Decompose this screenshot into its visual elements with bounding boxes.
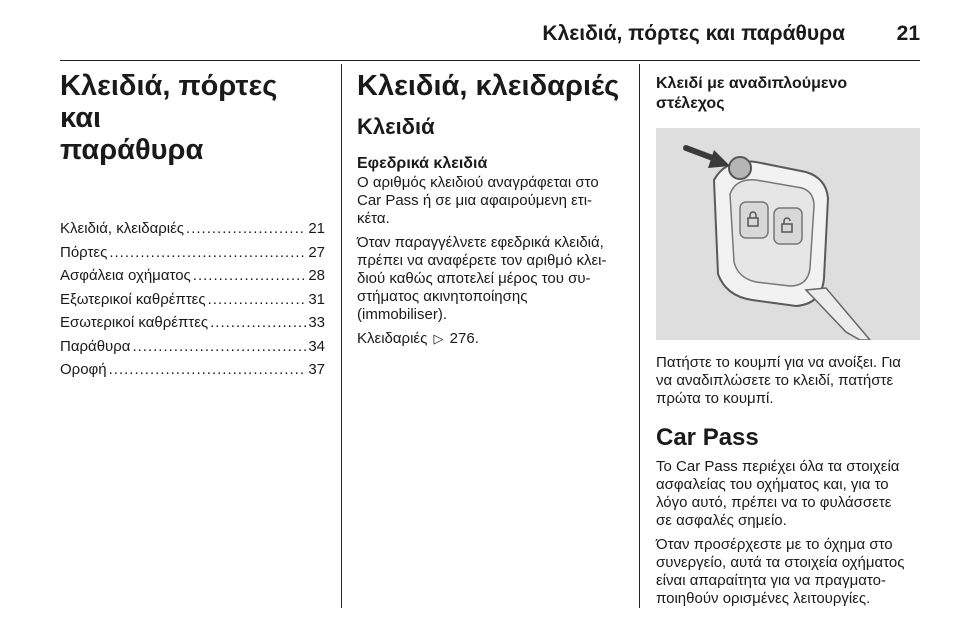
toc-leader-dots <box>132 338 306 355</box>
toc-entry[interactable]: Κλειδιά, κλειδαριές ..... 21 <box>60 220 325 244</box>
car-pass-paragraph-1: Το Car Pass περιέχει όλα τα στοιχεία ασφαλείας του οχήματος και, για το λόγο αυτό, πρέπει να το φυλάσσετε σε ασφαλές σημείο. <box>656 458 900 529</box>
ordering-keys-paragraph: Όταν παραγγέλνετε εφεδρικά κλειδιά, πρέπει να αναφέρετε τον αριθμό κλει- διού καθώς αποτελεί μέρος του συ- στήματος ακινητοποίησης (immobiliser). <box>357 234 607 323</box>
car-pass-title: Car Pass <box>656 424 759 451</box>
folding-key-column <box>656 70 922 614</box>
toc-leader-dots <box>193 267 307 284</box>
toc-leader-dots <box>186 220 306 237</box>
toc-entry[interactable]: Εσωτερικοί καθρέπτες ..... 33 <box>60 314 325 338</box>
keys-column <box>357 70 625 354</box>
minor-title: Εφεδρικά κλειδιά <box>357 155 488 172</box>
chapter-column <box>60 70 325 385</box>
header-rule <box>60 60 920 61</box>
running-header-title: Κλειδιά, πόρτες και παράθυρα <box>542 22 845 45</box>
cross-reference[interactable]: Κλειδαριές ▷ 276. <box>357 330 479 347</box>
toc-entry[interactable]: Ασφάλεια οχήματος ..... 28 <box>60 267 325 291</box>
toc-leader-dots <box>109 361 307 378</box>
page-number: 21 <box>896 22 920 45</box>
folding-key-title: Κλειδί με αναδιπλούμενο στέλεχος <box>656 75 848 112</box>
reference-arrow-icon: ▷ <box>433 331 444 346</box>
toc-leader-dots <box>109 244 306 261</box>
car-pass-paragraph-2: Όταν προσέρχεστε με το όχημα στο συνεργείο, αυτά τα στοιχεία οχήματος είναι απαραίτητα για να πραγματο- ποιηθούν ορισμένες λειτουργίες. <box>656 536 905 607</box>
section-title: Κλειδιά, κλειδαριές <box>357 70 620 102</box>
subsection-title: Κλειδιά <box>357 114 435 139</box>
page-header <box>60 12 920 56</box>
toc-leader-dots <box>208 291 307 308</box>
column-divider-right <box>639 64 640 608</box>
toc-entry[interactable]: Παράθυρα ..... 34 <box>60 338 325 362</box>
chapter-title: Κλειδιά, πόρτες και παράθυρα <box>60 70 278 166</box>
folding-key-illustration <box>656 128 920 340</box>
toc-leader-dots <box>210 314 306 331</box>
table-of-contents <box>60 220 325 385</box>
toc-entry[interactable]: Πόρτες ..... 27 <box>60 244 325 268</box>
folding-key-caption: Πατήστε το κουμπί για να ανοίξει. Για να αναδιπλώσετε το κλειδί, πατήστε πρώτα το κουμπί. <box>656 354 901 407</box>
toc-entry[interactable]: Οροφή ..... 37 <box>60 361 325 385</box>
spare-keys-paragraph: Ο αριθμός κλειδιού αναγράφεται στο Car Pass ή σε μια αφαιρούμενη ετι- κέτα. <box>357 174 599 227</box>
key-icon <box>656 128 920 340</box>
column-divider-left <box>341 64 342 608</box>
toc-entry[interactable]: Εξωτερικοί καθρέπτες ..... 31 <box>60 291 325 315</box>
